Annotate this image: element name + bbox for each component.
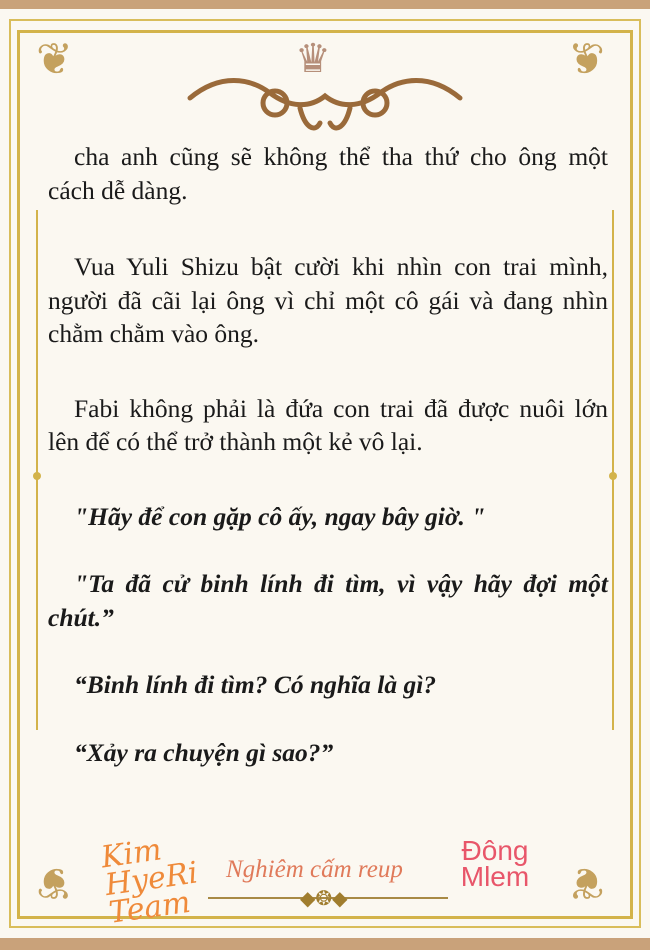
corner-ornament-icon: ❦ (36, 34, 73, 85)
right-dot (609, 472, 617, 480)
reup-notice: Nghiêm cấm reup (226, 856, 403, 883)
footer-ornament-icon: ◆❂◆ (300, 886, 348, 910)
paragraph: Vua Yuli Shizu bật cười khi nhìn con trai mình, người đã cãi lại ông vì chỉ một cô gái và đang nhìn chằm chằm vào ông. (48, 252, 608, 348)
dialogue-line: “Xảy ra chuyện gì sao?” (74, 737, 334, 767)
left-side-line (36, 210, 38, 730)
dialogue-line: "Ta đã cử binh lính đi tìm, vì vậy hãy đợi một chút.” (48, 569, 608, 632)
corner-ornament-icon: ❦ (36, 857, 73, 908)
top-band (0, 0, 650, 9)
paragraph: cha anh cũng sẽ không thể tha thứ cho ông một cách dễ dàng. (48, 142, 608, 205)
corner-ornament-icon: ❦ (568, 857, 605, 908)
dialogue-line: “Binh lính đi tìm? Có nghĩa là gì? (74, 670, 437, 699)
dialogue-line: "Hãy để con gặp cô ấy, ngay bây giờ. " (74, 501, 486, 531)
paragraph: Fabi không phải là đứa con trai đã được nuôi lớn lên để có thể trở thành một kẻ vô lại. (48, 393, 608, 456)
right-side-line (612, 210, 614, 730)
team-logo-left: Kim HyeRi Team (99, 832, 200, 931)
crown-icon: ♛ (295, 36, 331, 82)
team-logo-right: Đông Mlem (460, 835, 530, 892)
story-text (48, 140, 608, 803)
corner-ornament-icon: ❦ (568, 34, 605, 85)
left-dot (33, 472, 41, 480)
flourish-ornament-icon (180, 68, 470, 138)
bottom-band (0, 938, 650, 950)
